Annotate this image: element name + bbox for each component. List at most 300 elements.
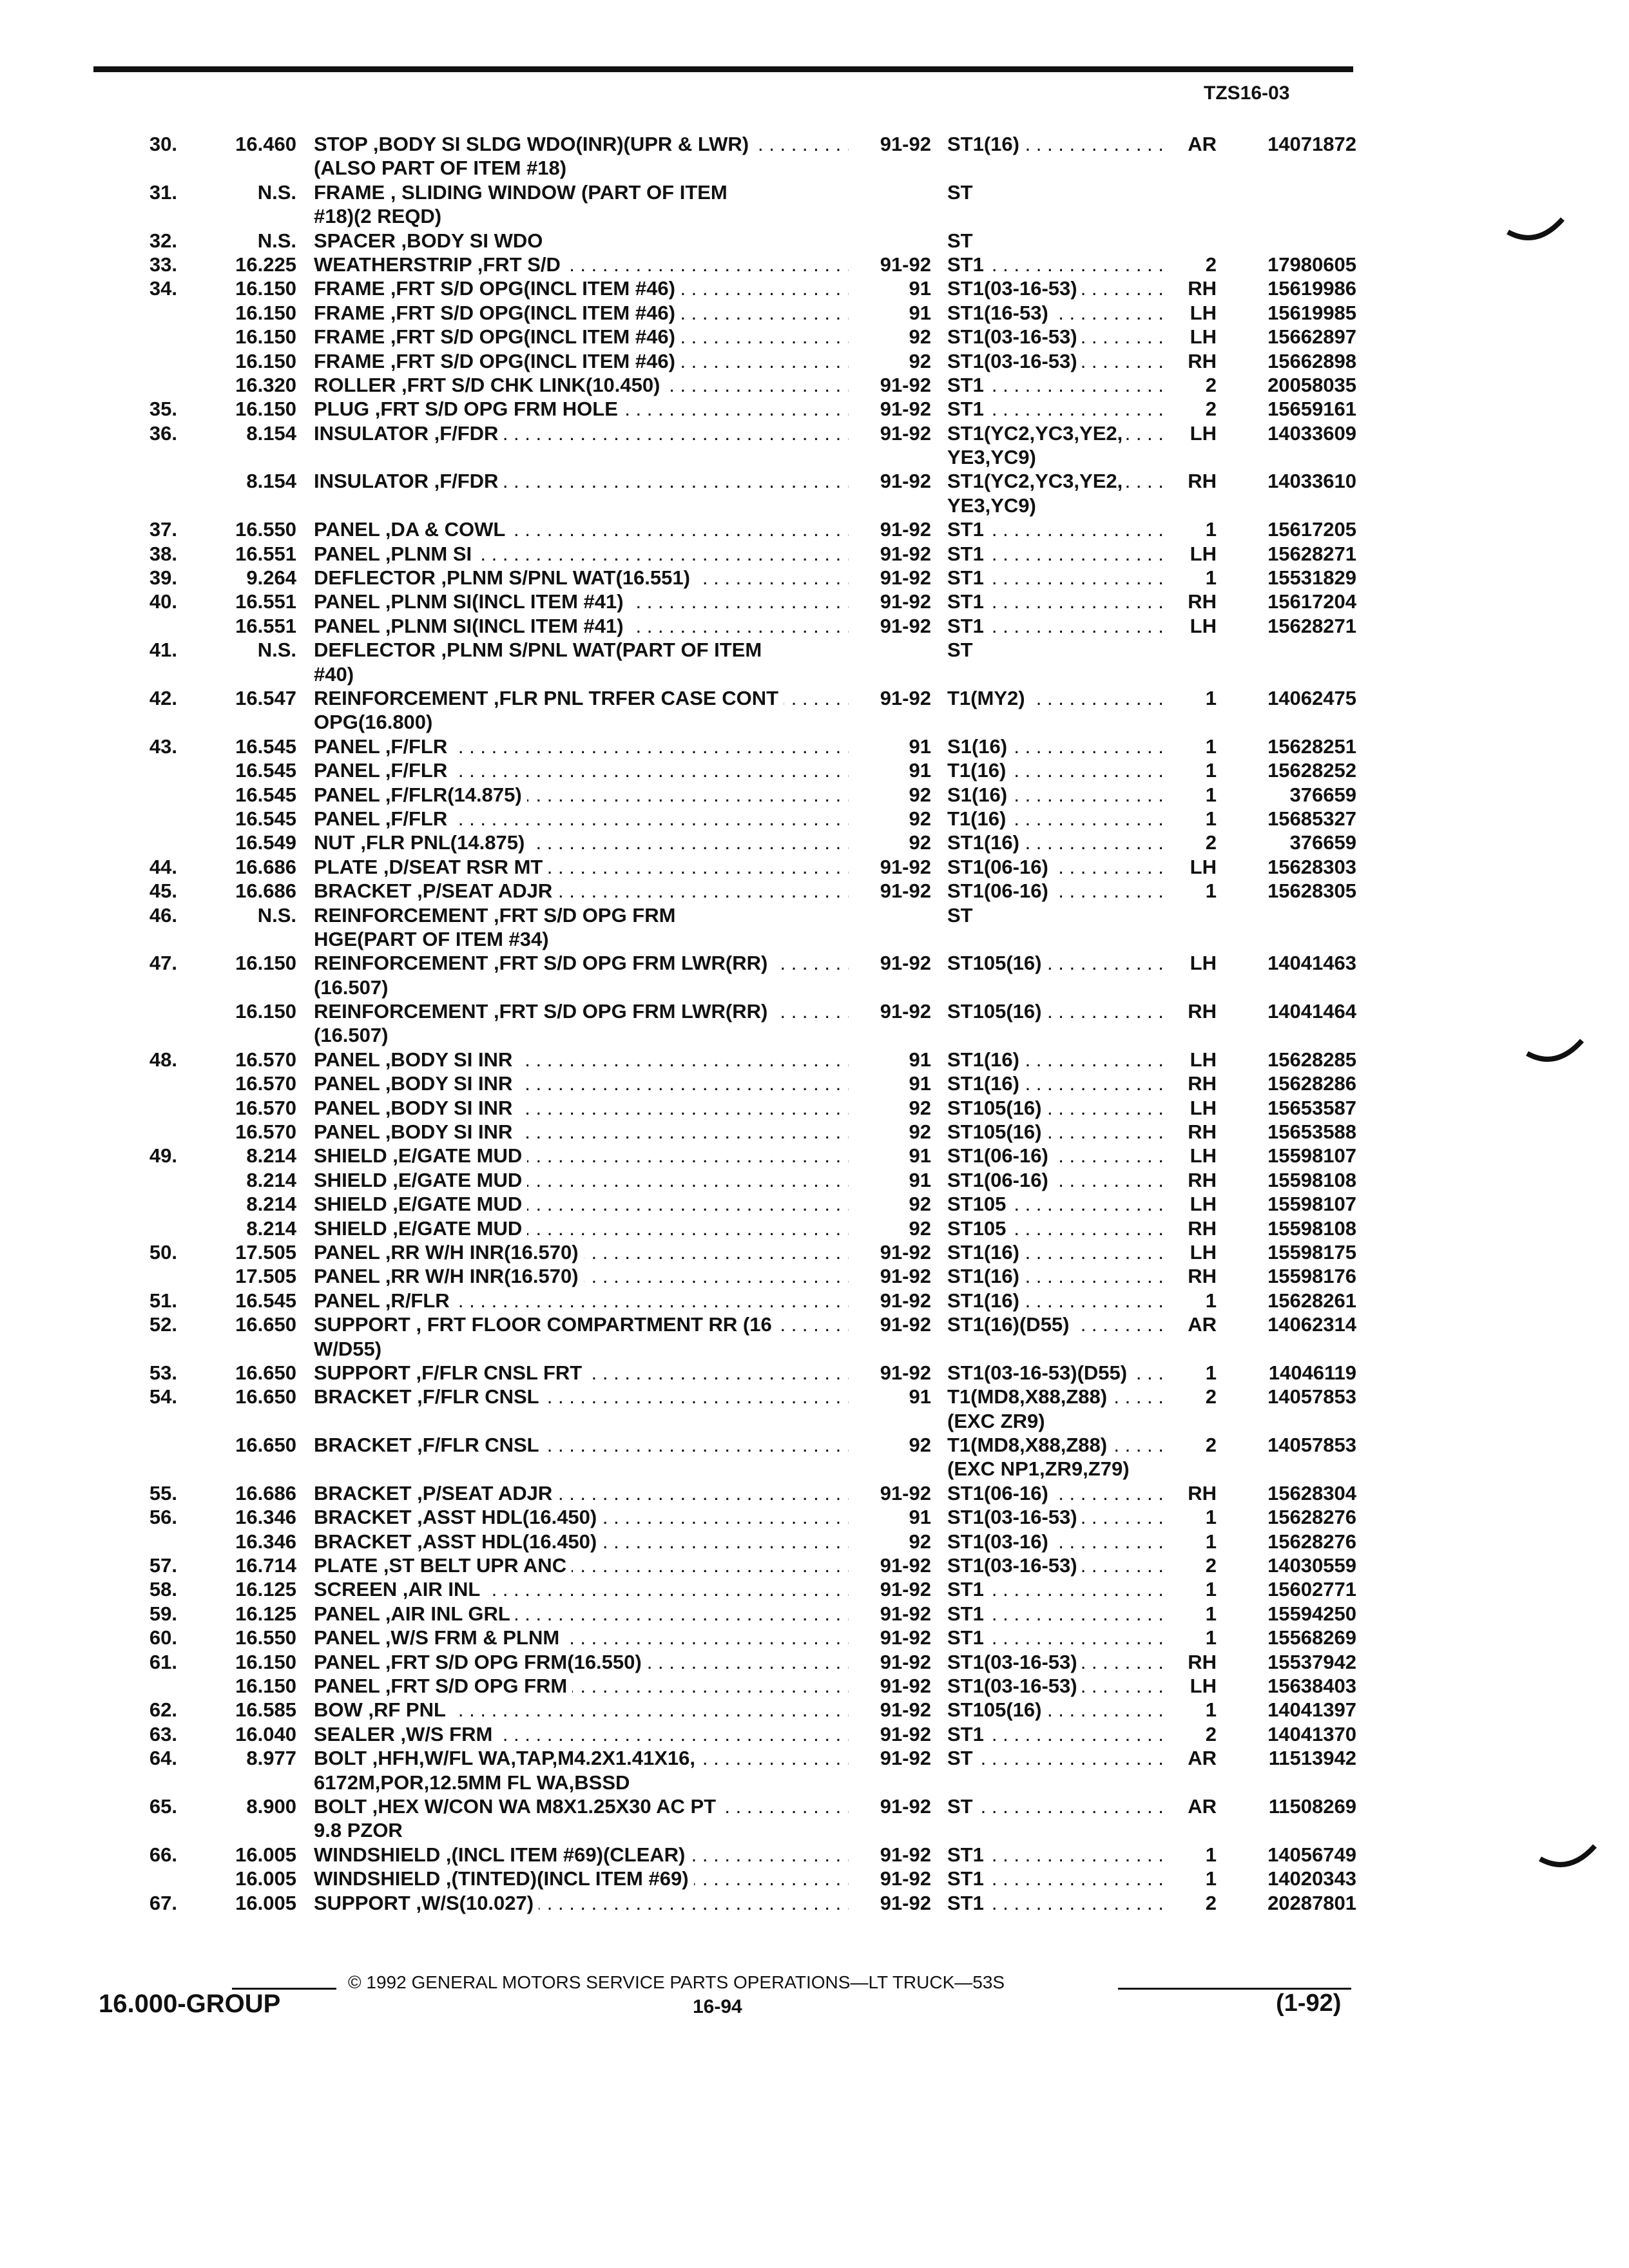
part-description	[314, 1457, 849, 1481]
model-years: 91-92	[880, 542, 931, 565]
model-codes	[947, 180, 1166, 204]
part-description	[314, 975, 849, 999]
model-years: 92	[909, 807, 931, 830]
part-description	[314, 1481, 849, 1505]
part-description	[314, 758, 849, 782]
reference-number: N.S.	[257, 903, 296, 927]
part-description	[314, 494, 849, 517]
part-number: 11513942	[1268, 1747, 1356, 1770]
reference-number: 16.125	[235, 1602, 296, 1625]
part-number: 14046119	[1268, 1361, 1356, 1384]
part-description-text: SHIELD ,E/GATE MUD	[314, 1217, 527, 1240]
model-codes	[947, 1843, 1166, 1867]
part-description-text: BOW ,RF PNL	[314, 1698, 451, 1721]
part-description-text: SUPPORT , FRT FLOOR COMPARTMENT RR (16	[314, 1313, 777, 1336]
model-codes	[947, 1650, 1166, 1674]
quantity: 1	[1205, 518, 1217, 541]
part-number: 17980605	[1268, 253, 1356, 276]
part-number: 15628261	[1268, 1289, 1356, 1312]
model-years: 92	[909, 1530, 931, 1553]
reference-number: 16.545	[235, 1289, 296, 1312]
part-description	[314, 276, 849, 300]
part-description	[314, 421, 849, 445]
part-number: 15628286	[1268, 1072, 1356, 1095]
reference-number: 16.150	[235, 277, 296, 300]
table-row	[0, 229, 1629, 253]
part-number: 14062314	[1268, 1313, 1356, 1336]
part-description-text: #18)(2 REQD)	[314, 205, 447, 227]
model-years: 91-92	[880, 1794, 931, 1818]
part-number: 15619985	[1268, 301, 1356, 324]
table-row	[0, 1289, 1629, 1312]
table-row	[0, 1626, 1629, 1649]
quantity: 2	[1205, 253, 1217, 276]
reference-number: 16.150	[235, 398, 296, 421]
table-row	[0, 542, 1629, 566]
model-years: 91-92	[880, 1000, 931, 1023]
quantity: 1	[1205, 735, 1217, 758]
model-codes	[947, 1240, 1166, 1264]
page-code: TZS16-03	[1204, 82, 1290, 104]
model-codes	[947, 1144, 1166, 1168]
model-years: 91-92	[880, 1602, 931, 1625]
table-row	[0, 614, 1629, 638]
table-row	[0, 758, 1629, 782]
part-description	[314, 1650, 849, 1674]
part-number: 15628271	[1268, 542, 1356, 565]
part-description-text: SHIELD ,E/GATE MUD	[314, 1144, 527, 1167]
model-years: 91-92	[880, 1867, 931, 1890]
part-description	[314, 999, 849, 1023]
model-codes	[947, 807, 1166, 831]
table-row	[0, 1385, 1629, 1408]
part-description	[314, 1602, 849, 1626]
quantity: LH	[1190, 1096, 1217, 1119]
table-row	[0, 517, 1629, 541]
model-codes-text: ST105(16)	[947, 952, 1045, 974]
reference-number: 16.150	[235, 952, 296, 975]
model-codes-text: ST1	[947, 1867, 988, 1890]
quantity: 1	[1205, 879, 1217, 903]
quantity: RH	[1188, 1650, 1217, 1673]
part-description-text: BRACKET ,F/FLR CNSL	[314, 1385, 545, 1408]
part-description-text: WINDSHIELD ,(INCL ITEM #69)(CLEAR)	[314, 1843, 690, 1866]
table-row	[0, 1216, 1629, 1240]
model-codes-text: ST1(03-16-53)	[947, 1506, 1081, 1528]
table-row	[0, 1192, 1629, 1216]
quantity: LH	[1190, 1193, 1217, 1216]
item-number: 35.	[149, 398, 177, 421]
part-description-text: PANEL ,BODY SI INR	[314, 1072, 517, 1095]
part-description-text: REINFORCEMENT ,FRT S/D OPG FRM	[314, 904, 680, 927]
part-description	[314, 638, 849, 662]
part-description-text: BRACKET ,ASST HDL(16.450)	[314, 1506, 602, 1528]
part-number: 15598176	[1268, 1265, 1356, 1288]
reference-number: 16.549	[235, 831, 296, 854]
reference-number: 16.040	[235, 1722, 296, 1745]
model-codes	[947, 517, 1166, 541]
quantity: 1	[1205, 1602, 1217, 1625]
part-description	[314, 807, 849, 831]
part-description	[314, 783, 849, 807]
model-codes	[947, 686, 1166, 710]
quantity: LH	[1190, 952, 1217, 975]
model-codes	[947, 1096, 1166, 1120]
part-description-text: WINDSHIELD ,(TINTED)(INCL ITEM #69)	[314, 1867, 694, 1890]
item-number: 41.	[149, 639, 177, 662]
part-number: 15594250	[1268, 1602, 1356, 1625]
part-description-text: PANEL ,RR W/H INR(16.570)	[314, 1241, 584, 1264]
item-number: 61.	[149, 1650, 177, 1673]
part-description-text: SHIELD ,E/GATE MUD	[314, 1193, 527, 1215]
part-description	[314, 686, 849, 710]
part-description-text: SUPPORT ,F/FLR CNSL FRT	[314, 1361, 587, 1384]
part-description	[314, 831, 849, 854]
item-number: 59.	[149, 1602, 177, 1625]
part-description-text: REINFORCEMENT ,FRT S/D OPG FRM LWR(RR)	[314, 952, 773, 974]
part-description	[314, 879, 849, 903]
quantity: LH	[1190, 855, 1217, 878]
model-years: 92	[909, 349, 931, 372]
part-description-text: PANEL ,FRT S/D OPG FRM(16.550)	[314, 1651, 647, 1673]
model-codes-text: ST1(06-16)	[947, 1482, 1052, 1504]
part-number: 14041397	[1268, 1698, 1356, 1722]
table-row	[0, 999, 1629, 1023]
quantity: RH	[1188, 590, 1217, 613]
part-number: 14041464	[1268, 1000, 1356, 1023]
model-codes-text	[947, 1338, 951, 1360]
model-codes-text: ST1(03-16-53)	[947, 1675, 1081, 1697]
footer-date: (1-92)	[1276, 1990, 1342, 2017]
part-description	[314, 445, 849, 469]
part-description	[314, 951, 849, 975]
model-codes	[947, 349, 1166, 373]
model-years: 91	[909, 1385, 931, 1408]
part-description	[314, 1794, 849, 1818]
model-codes	[947, 1312, 1166, 1336]
quantity: AR	[1188, 1313, 1217, 1336]
model-years: 91-92	[880, 614, 931, 637]
model-years: 92	[909, 783, 931, 806]
model-years: 91	[909, 735, 931, 758]
model-codes	[947, 132, 1166, 156]
model-codes	[947, 855, 1166, 879]
model-years: 91	[909, 759, 931, 782]
model-codes	[947, 253, 1166, 276]
model-codes	[947, 1867, 1166, 1890]
quantity: RH	[1188, 1216, 1217, 1240]
reference-number: 9.264	[246, 566, 296, 590]
model-codes-text	[947, 928, 951, 950]
table-row	[0, 566, 1629, 590]
model-codes-text: ST1	[947, 566, 988, 589]
model-codes-text: ST1	[947, 374, 988, 396]
part-description-text: NUT ,FLR PNL(14.875)	[314, 831, 530, 854]
quantity: 2	[1205, 1891, 1217, 1914]
model-codes-text	[947, 205, 951, 227]
model-years: 91-92	[880, 253, 931, 276]
table-row	[0, 975, 1629, 999]
table-row	[0, 1023, 1629, 1047]
table-row	[0, 1361, 1629, 1385]
part-description	[314, 1312, 849, 1336]
item-number: 49.	[149, 1144, 177, 1168]
item-number: 40.	[149, 590, 177, 613]
table-row	[0, 1312, 1629, 1336]
part-number: 15653588	[1268, 1120, 1356, 1144]
model-years: 91	[909, 301, 931, 324]
model-years: 92	[909, 1096, 931, 1119]
table-row	[0, 1746, 1629, 1770]
model-codes-text	[947, 1819, 951, 1841]
table-row	[0, 1120, 1629, 1144]
part-number: 15617204	[1268, 590, 1356, 613]
part-number: 14056749	[1268, 1843, 1356, 1866]
part-description	[314, 469, 849, 493]
reference-number: 16.346	[235, 1530, 296, 1553]
part-description	[314, 1264, 849, 1288]
model-codes	[947, 1457, 1166, 1481]
model-codes	[947, 566, 1166, 590]
part-description	[314, 903, 849, 927]
part-description-text: WEATHERSTRIP ,FRT S/D	[314, 253, 566, 276]
part-description-text: (ALSO PART OF ITEM #18)	[314, 157, 572, 179]
part-description	[314, 590, 849, 613]
part-description-text: BRACKET ,F/FLR CNSL	[314, 1434, 545, 1456]
part-description-text: STOP ,BODY SI SLDG WDO(INR)(UPR & LWR)	[314, 133, 754, 155]
quantity: 2	[1205, 1722, 1217, 1745]
part-description-text: BOLT ,HFH,W/FL WA,TAP,M4.2X1.41X16,	[314, 1747, 700, 1769]
part-number: 14030559	[1268, 1554, 1356, 1577]
quantity: 1	[1205, 1289, 1217, 1312]
part-description	[314, 614, 849, 638]
table-row	[0, 156, 1629, 180]
model-codes	[947, 1168, 1166, 1192]
model-codes-text: ST1	[947, 1843, 988, 1866]
part-description	[314, 1674, 849, 1698]
model-years: 91-92	[880, 1843, 931, 1866]
quantity: 1	[1205, 1361, 1217, 1384]
item-number: 62.	[149, 1698, 177, 1722]
reference-number: 16.150	[235, 301, 296, 324]
model-codes-text: ST105(16)	[947, 1120, 1045, 1143]
part-description-text	[314, 1457, 319, 1480]
table-row	[0, 445, 1629, 469]
model-codes-text	[947, 663, 951, 686]
model-codes-text: ST1(16)	[947, 133, 1023, 155]
table-row	[0, 1457, 1629, 1481]
quantity: AR	[1188, 133, 1217, 155]
quantity: RH	[1188, 1000, 1217, 1023]
part-number: 15617205	[1268, 518, 1356, 541]
reference-number: 17.505	[235, 1240, 296, 1264]
part-description	[314, 1385, 849, 1408]
model-codes-text: T1(16)	[947, 759, 1010, 782]
model-years: 91-92	[880, 1361, 931, 1384]
part-description-text: SUPPORT ,W/S(10.027)	[314, 1892, 539, 1914]
model-codes	[947, 710, 1166, 734]
part-description-text: PANEL ,BODY SI INR	[314, 1120, 517, 1143]
table-row	[0, 1264, 1629, 1288]
reference-number: 16.551	[235, 614, 296, 637]
model-codes-text: ST1(16)	[947, 1048, 1023, 1071]
model-codes-text: ST1(03-16-53)	[947, 1554, 1081, 1577]
model-years: 92	[909, 1434, 931, 1457]
table-row	[0, 1722, 1629, 1746]
table-row	[0, 1602, 1629, 1626]
part-number: 14057853	[1268, 1385, 1356, 1408]
model-codes-text: ST	[947, 904, 977, 927]
part-description	[314, 1698, 849, 1722]
model-codes-text: ST1(16-53)	[947, 302, 1052, 324]
part-description	[314, 1168, 849, 1192]
footer-group: 16.000-GROUP	[99, 1990, 281, 2018]
model-codes-text: ST	[947, 229, 977, 252]
part-number: 376659	[1289, 831, 1356, 854]
reference-number: 8.214	[246, 1144, 296, 1168]
item-number: 50.	[149, 1240, 177, 1264]
part-number: 15628303	[1268, 855, 1356, 878]
part-description	[314, 1096, 849, 1120]
model-codes	[947, 783, 1166, 807]
part-number: 15568269	[1268, 1626, 1356, 1649]
item-number: 60.	[149, 1626, 177, 1649]
model-codes	[947, 831, 1166, 854]
table-row	[0, 1337, 1629, 1361]
reference-number: 16.570	[235, 1096, 296, 1119]
model-years: 91-92	[880, 1747, 931, 1770]
part-number: 15662898	[1268, 349, 1356, 372]
model-codes	[947, 1771, 1166, 1794]
quantity: RH	[1188, 1072, 1217, 1095]
table-row	[0, 325, 1629, 349]
model-codes	[947, 638, 1166, 662]
model-years: 91-92	[880, 133, 931, 155]
binder-mark-icon	[1505, 213, 1566, 251]
reference-number: 8.977	[246, 1747, 296, 1770]
model-codes	[947, 903, 1166, 927]
reference-number: 16.150	[235, 1675, 296, 1697]
part-description	[314, 1192, 849, 1216]
table-row	[0, 927, 1629, 951]
table-row	[0, 1144, 1629, 1168]
item-number: 65.	[149, 1794, 177, 1818]
model-codes-text: T1(MD8,X88,Z88)	[947, 1434, 1111, 1456]
table-row	[0, 1577, 1629, 1601]
model-codes-text: ST1(16)	[947, 1265, 1023, 1287]
quantity: 2	[1205, 1554, 1217, 1577]
model-years: 91-92	[880, 398, 931, 421]
reference-number: 16.125	[235, 1578, 296, 1601]
part-description-text: FRAME ,FRT S/D OPG(INCL ITEM #46)	[314, 302, 680, 324]
part-description-text: PANEL ,F/FLR	[314, 759, 452, 782]
reference-number: 16.650	[235, 1313, 296, 1336]
reference-number: 16.570	[235, 1072, 296, 1095]
part-description	[314, 397, 849, 421]
model-codes-text: YE3,YC9)	[947, 494, 1040, 517]
reference-number: 8.214	[246, 1216, 296, 1240]
part-description-text: PLATE ,ST BELT UPR ANC	[314, 1554, 572, 1577]
model-codes	[947, 325, 1166, 349]
model-codes-text: ST1(03-16-53)	[947, 350, 1081, 372]
model-codes-text: ST	[947, 1747, 977, 1769]
model-codes	[947, 1553, 1166, 1577]
model-codes-text: ST1(16)	[947, 831, 1023, 854]
quantity: 1	[1205, 1578, 1217, 1601]
model-codes	[947, 373, 1166, 397]
item-number: 42.	[149, 686, 177, 709]
model-years: 91-92	[880, 421, 931, 445]
part-description	[314, 1409, 849, 1433]
reference-number: 16.650	[235, 1385, 296, 1408]
table-row	[0, 301, 1629, 325]
model-years: 91-92	[880, 952, 931, 975]
reference-number: 16.570	[235, 1048, 296, 1071]
part-number: 14033610	[1268, 470, 1356, 493]
reference-number: 16.545	[235, 735, 296, 758]
quantity: 1	[1205, 1626, 1217, 1649]
quantity: LH	[1190, 301, 1217, 324]
model-codes-text: YE3,YC9)	[947, 446, 1040, 468]
model-codes-text: ST1	[947, 253, 988, 276]
part-description-text: BOLT ,HEX W/CON WA M8X1.25X30 AC PT	[314, 1795, 721, 1818]
quantity: RH	[1188, 349, 1217, 372]
model-codes	[947, 494, 1166, 517]
quantity: 1	[1205, 1506, 1217, 1529]
quantity: 2	[1205, 398, 1217, 421]
part-description	[314, 1553, 849, 1577]
item-number: 46.	[149, 903, 177, 927]
model-codes	[947, 421, 1166, 445]
model-years: 91	[909, 1072, 931, 1095]
model-codes	[947, 229, 1166, 253]
item-number: 31.	[149, 180, 177, 204]
item-number: 43.	[149, 735, 177, 758]
model-years: 91-92	[880, 1650, 931, 1673]
part-number: 14057853	[1268, 1434, 1356, 1457]
model-years: 92	[909, 1216, 931, 1240]
model-codes	[947, 735, 1166, 758]
part-description-text: REINFORCEMENT ,FRT S/D OPG FRM LWR(RR)	[314, 1000, 773, 1023]
model-codes-text: T1(MD8,X88,Z88)	[947, 1385, 1111, 1408]
part-description-text: PANEL ,BODY SI INR	[314, 1097, 517, 1119]
model-codes	[947, 1289, 1166, 1312]
model-codes-text: T1(16)	[947, 807, 1010, 830]
reference-number: 16.585	[235, 1698, 296, 1722]
part-description-text: REINFORCEMENT ,FLR PNL TRFER CASE CONT	[314, 687, 784, 709]
item-number: 52.	[149, 1313, 177, 1336]
model-codes	[947, 1264, 1166, 1288]
model-codes	[947, 1192, 1166, 1216]
reference-number: 8.900	[246, 1794, 296, 1818]
part-description	[314, 1891, 849, 1915]
reference-number: 16.005	[235, 1867, 296, 1890]
table-row	[0, 879, 1629, 903]
table-row	[0, 1048, 1629, 1072]
model-codes-text: (EXC NP1,ZR9,Z79)	[947, 1457, 1133, 1480]
item-number: 48.	[149, 1048, 177, 1071]
item-number: 66.	[149, 1843, 177, 1866]
model-codes	[947, 1746, 1166, 1770]
model-years: 91-92	[880, 373, 931, 396]
reference-number: N.S.	[257, 229, 296, 252]
table-row	[0, 662, 1629, 686]
part-description-text: PANEL ,PLNM SI(INCL ITEM #41)	[314, 590, 629, 613]
table-row	[0, 638, 1629, 662]
quantity: LH	[1190, 614, 1217, 637]
model-codes-text: (EXC ZR9)	[947, 1410, 1049, 1432]
part-description-text	[314, 494, 319, 517]
